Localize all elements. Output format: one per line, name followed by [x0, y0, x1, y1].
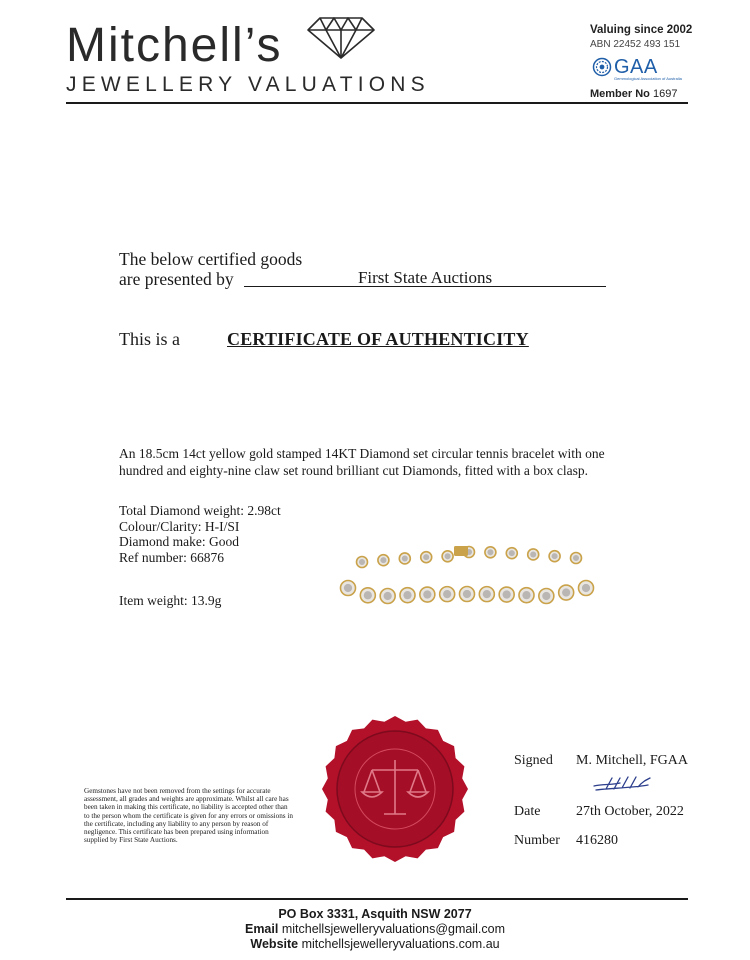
footer-website — [0, 937, 750, 951]
header-divider — [66, 102, 688, 104]
intro-line-1: The below certified goods — [119, 249, 303, 269]
diamond-logo-icon — [304, 16, 378, 60]
footer-email — [0, 922, 750, 936]
footer-address: PO Box 3331, Asquith NSW 2077 — [278, 907, 472, 921]
item-description: An 18.5cm 14ct yellow gold stamped 14KT Diamond set circular tennis bracelet with one hundred and eighty-nine claw set round brilliant cut Diamonds, fitted with a box clasp. — [119, 446, 605, 478]
gaa-logo-text: GAA — [614, 56, 658, 78]
member-label: Member No — [590, 88, 650, 100]
gaa-emblem-icon — [592, 57, 612, 77]
spec-total-weight: Total Diamond weight: 2.98ct — [119, 503, 281, 518]
signed-label: Signed — [514, 753, 553, 768]
footer-divider — [66, 898, 688, 900]
intro-line-2: are presented by — [119, 269, 234, 289]
wax-seal-icon — [320, 714, 470, 864]
member-value: 1697 — [652, 88, 678, 100]
valuing-since: Valuing since 2002 — [590, 24, 693, 36]
footer-website-value[interactable]: mitchellsjewelleryvaluations.com.au — [301, 937, 500, 951]
footer-email-label: Email — [244, 922, 279, 936]
footer-email-value[interactable]: mitchellsjewelleryvaluations@gmail.com — [281, 922, 506, 936]
brand-subtitle: JEWELLERY VALUATIONS — [66, 73, 430, 96]
spec-diamond-make: Diamond make: Good — [119, 534, 239, 549]
signed-value: M. Mitchell, FGAA — [576, 753, 688, 768]
disclaimer-text: Gemstones have not been removed from the settings for accurate assessment, all grades and weights are approximate. Whilst all care has been taken in making this certificate, no liability is accepted other than to the person whom the certificate is given for any errors or omissions in the certificate, including any liability to any person by reason of negligence. This certificate has been prepared using information supplied by First State Auctions. — [84, 787, 293, 845]
spec-ref-number: Ref number: 66876 — [119, 549, 224, 565]
bracelet-photo — [336, 538, 598, 616]
certificate-title: CERTIFICATE OF AUTHENTICITY — [227, 329, 529, 349]
date-label: Date — [514, 804, 541, 819]
member-number — [590, 88, 677, 100]
specs-list — [119, 503, 281, 565]
certificate-prefix: This is a — [119, 329, 180, 349]
number-label: Number — [514, 833, 560, 848]
gaa-tagline: Gemmological Association of Australia — [614, 76, 682, 81]
number-value: 416280 — [576, 833, 618, 848]
abn-number: ABN 22452 493 151 — [590, 39, 681, 50]
footer-website-label: Website — [250, 937, 299, 951]
spec-item-weight: Item weight: 13.9g — [119, 593, 222, 608]
presenter-name: First State Auctions — [244, 268, 606, 287]
signature-scribble-icon — [592, 774, 652, 792]
date-value: 27th October, 2022 — [576, 804, 684, 819]
brand-name: Mitchell’s — [66, 19, 283, 72]
spec-colour-clarity: Colour/Clarity: H-I/SI — [119, 518, 240, 534]
